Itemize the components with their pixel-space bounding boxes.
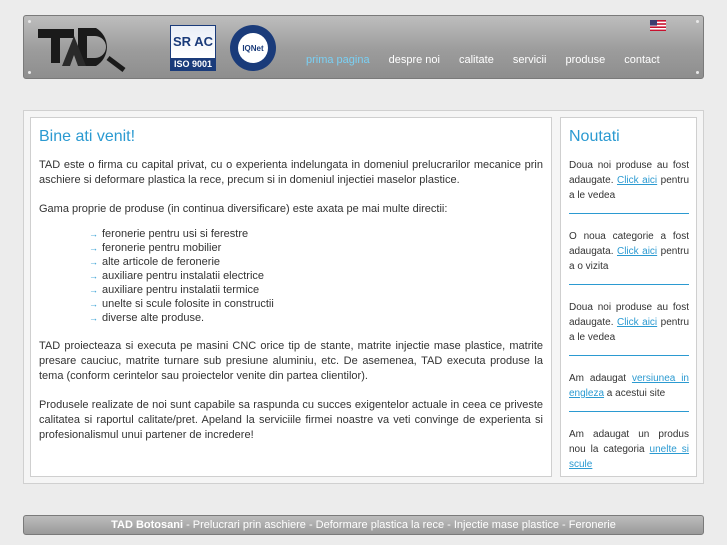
list-item: → feronerie pentru usi si ferestre (89, 228, 249, 240)
arrow-icon: → (89, 229, 98, 239)
list-item: → auxiliare pentru instalatii termice (89, 284, 260, 296)
main-content (30, 117, 552, 477)
iqnet-badge[interactable] (230, 25, 276, 71)
quality-paragraph: Produsele realizate de noi sunt capabile sa raspunda cu succes exigentelor actuale in ceea ce priveste calitatea si raportul calitate/pret. Apeland la serviciile firmei noastre va veti convinge de experienta si profesionalismul unui partener de incredere! (39, 399, 543, 441)
arrow-icon: → (89, 243, 98, 253)
header-corner-dot (696, 20, 699, 23)
iso-label: ISO 9001 (171, 58, 215, 70)
footer-text: - Prelucrari prin aschiere - Deformare plastica la rece - Injectie mase plastice - Feronerie (183, 519, 616, 531)
content-wrapper (23, 110, 704, 484)
tad-logo[interactable] (38, 22, 130, 72)
arrow-icon: → (89, 285, 98, 295)
news-link[interactable]: Click aici (616, 317, 658, 328)
list-item: → feronerie pentru mobilier (89, 242, 222, 254)
us-flag-icon[interactable] (650, 20, 666, 31)
header-corner-dot (28, 71, 31, 74)
srac-label: SR AC (171, 26, 215, 58)
nav-prima-pagina[interactable]: prima pagina (306, 54, 370, 66)
srac-iso-badge[interactable] (170, 25, 216, 71)
header-corner-dot (696, 71, 699, 74)
site-header (23, 15, 704, 79)
nav-servicii[interactable]: servicii (512, 54, 547, 66)
news-link[interactable]: versiunea in engleza (569, 373, 689, 399)
news-link[interactable]: Click aici (616, 175, 658, 186)
list-item: → diverse alte produse. (89, 312, 205, 324)
list-item: → alte articole de feronerie (89, 256, 221, 268)
page-title: Bine ati venit! (39, 128, 136, 145)
nav-contact[interactable]: contact (624, 54, 660, 66)
iqnet-label: IQNet (238, 33, 268, 63)
news-link[interactable]: unelte si scule (569, 444, 689, 470)
list-item: → unelte si scule folosite in constructii (89, 298, 274, 310)
list-item: → auxiliare pentru instalatii electrice (89, 270, 265, 282)
nav-produse[interactable]: produse (565, 54, 606, 66)
services-paragraph: TAD proiecteaza si executa pe masini CNC orice tip de stante, matrite injectie mase plastice, matrite presare cauciuc, matrite turnare sub presiune aluminiu, etc. De asemenea, TAD executa produse la tema (conform cerintelor sau proiectelor venite din partea clientilor). (39, 340, 543, 382)
news-item: Am adaugat un produs nou la categoria unelte si scule (569, 429, 689, 470)
arrow-icon: → (89, 271, 98, 281)
arrow-icon: → (89, 299, 98, 309)
news-link[interactable]: Click aici (616, 246, 658, 257)
nav-despre-noi[interactable]: despre noi (388, 54, 440, 66)
product-directions-list (89, 227, 543, 325)
header-corner-dot (28, 20, 31, 23)
arrow-icon: → (89, 257, 98, 267)
news-sidebar (560, 117, 697, 477)
intro-paragraph: TAD este o firma cu capital privat, cu o experienta indelungata in domeniul prelucrarilor mecanice prin aschiere si deformare plastica la rece, precum si in domeniul injectiei maselor plastice. (39, 159, 543, 186)
news-item: Doua noi produse au fost adaugate. Click aici pentru a le vedea (569, 300, 689, 356)
news-title: Noutati (569, 128, 620, 145)
news-item: Doua noi produse au fost adaugate. Click aici pentru a le vedea (569, 158, 689, 214)
range-paragraph: Gama proprie de produse (in continua diversificare) este axata pe mai multe directii: (39, 203, 448, 215)
news-item: O noua categorie a fost adaugata. Click aici pentru a o vizita (569, 229, 689, 285)
news-item: Am adaugat versiunea in engleza a acestui site (569, 371, 689, 412)
footer-brand: TAD Botosani (111, 519, 184, 531)
main-nav (306, 54, 679, 66)
site-footer (23, 515, 704, 535)
nav-calitate[interactable]: calitate (458, 54, 494, 66)
arrow-icon: → (89, 313, 98, 323)
